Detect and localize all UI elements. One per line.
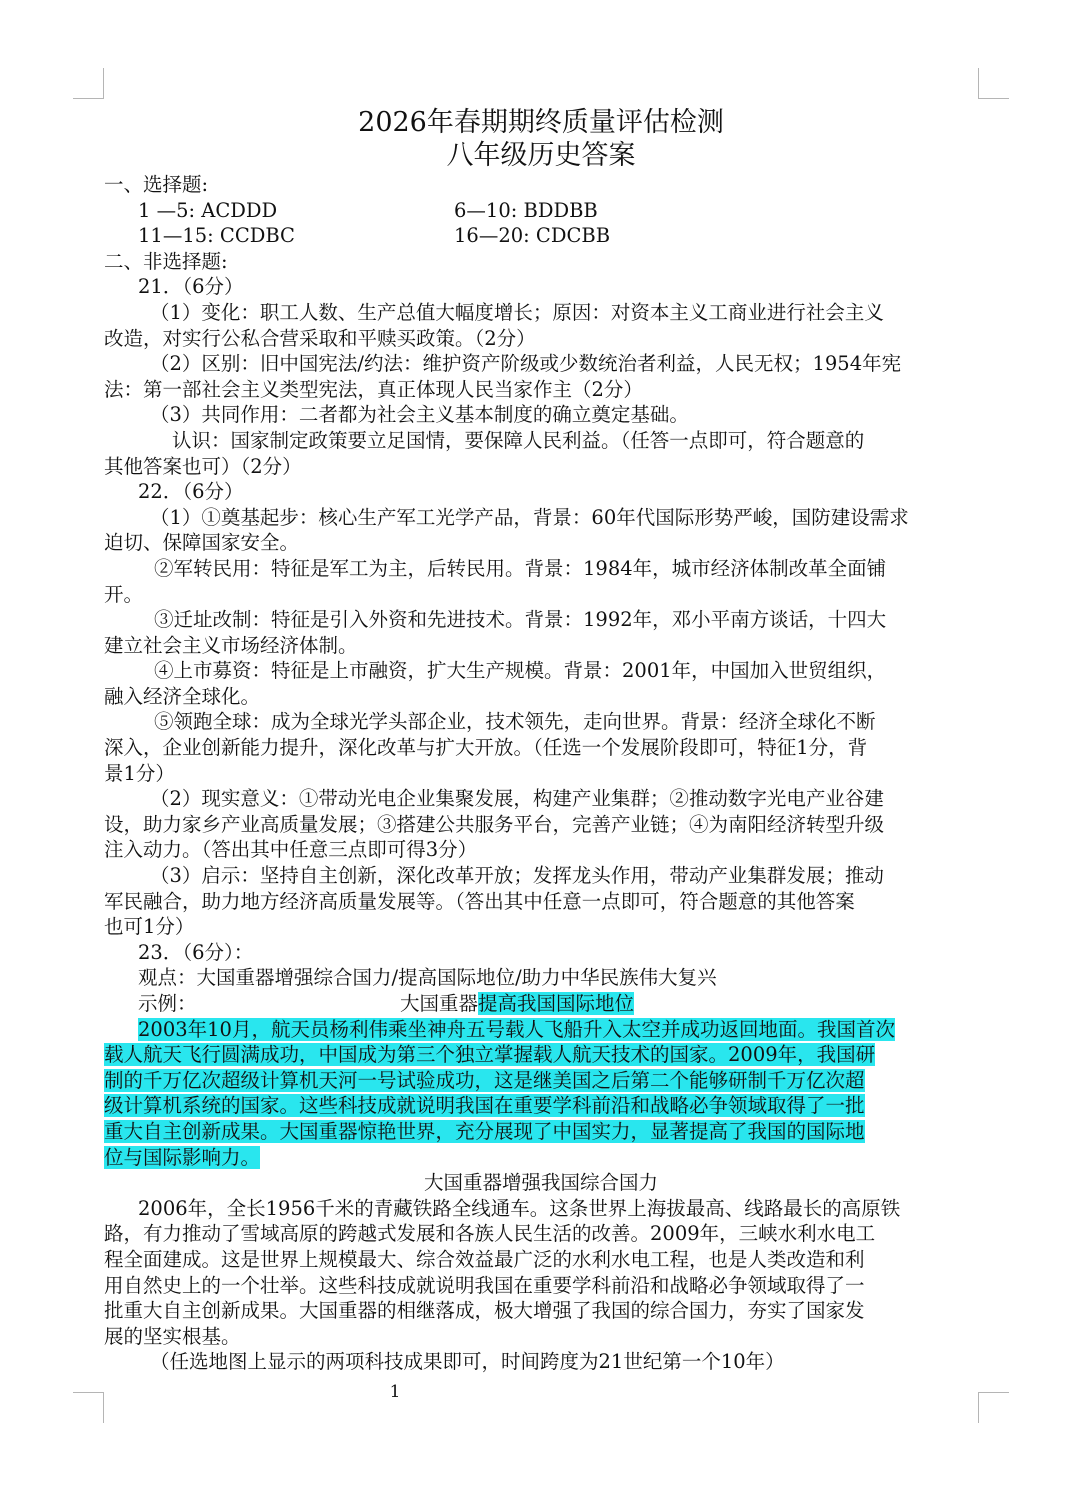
q22-text: （2）现实意义：①带动光电企业集聚发展，构建产业集群；②推动数字光电产业谷建 <box>150 787 884 811</box>
q23-text: 程全面建成。这是世界上规模最大、综合效益最广泛的水利水电工程，也是人类改造和利 <box>104 1247 865 1271</box>
q22-text: 深入，企业创新能力提升，深化改革与扩大开放。（任选一个发展阶段即可，特征1分，背 <box>104 736 868 760</box>
q21-text: 认识：国家制定政策要立足国情，要保障人民利益。（任答一点即可，符合题意的 <box>172 428 865 452</box>
choice-answer: 6—10: BDDBB <box>454 198 598 222</box>
q22-text: 设，助力家乡产业高质量发展；③搭建公共服务平台，完善产业链；④为南阳经济转型升级 <box>104 812 885 836</box>
section-nonchoice-heading: 二、非选择题: <box>104 249 228 273</box>
q23-text: 用自然史上的一个壮举。这些科技成就说明我国在重要学科前沿和战略必争领域取得了一 <box>104 1273 865 1297</box>
q22-text: 开。 <box>104 582 144 606</box>
q23-heading: 23．（6分）： <box>138 940 254 964</box>
highlighted-text: 级计算机系统的国家。这些科技成就说明我国在重要学科前沿和战略必争领域取得了一批 <box>104 1094 865 1118</box>
q22-text: （3）启示：坚持自主创新，深化改革开放；发挥龙头作用，带动产业集群发展；推动 <box>150 864 884 888</box>
doc-body <box>104 172 978 1375</box>
q22-text: 也可1分） <box>104 915 195 939</box>
q21-text: （2）区别：旧中国宪法/约法：维护资产阶级或少数统治者利益，人民无权；1954年宪 <box>150 352 902 376</box>
q22-text: 迫切、保障国家安全。 <box>104 531 300 555</box>
q23-text: 2006年，全长1956千米的青藏铁路全线通车。这条世界上海拔最高、线路最长的高原铁 <box>138 1196 901 1220</box>
choice-answer: 1 —5: ACDDD <box>138 198 278 222</box>
q21-text: （3）共同作用：二者都为社会主义基本制度的确立奠定基础。 <box>150 403 689 427</box>
crop-mark-bottom-right <box>978 1392 1009 1423</box>
q21-heading: 21．（6分） <box>138 275 244 299</box>
q21-text: （1）变化：职工人数、生产总值大幅度增长；原因：对资本主义工商业进行社会主义 <box>150 300 884 324</box>
q21-text: 其他答案也可）（2分） <box>104 454 302 478</box>
q22-text: 景1分） <box>104 761 175 785</box>
q22-text: 军民融合，助力地方经济高质量发展等。（答出其中任意一点即可，符合题意的其他答案 <box>104 889 855 913</box>
q23-text: 路，有力推动了雪域高原的跨越式发展和各族人民生活的改善。2009年，三峡水利水电工 <box>104 1222 876 1246</box>
q22-text: ③迁址改制：特征是引入外资和先进技术。背景：1992年，邓小平南方谈话，十四大 <box>154 608 887 632</box>
highlighted-text: 2003年10月，航天员杨利伟乘坐神舟五号载人飞船升入太空并成功返回地面。我国首次 <box>138 1017 895 1041</box>
q23-note: （任选地图上显示的两项科技成果即可，时间跨度为21世纪第一个10年） <box>150 1350 785 1374</box>
q21-text: 改造，对实行公私合营采取和平赎买政策。（2分） <box>104 326 536 350</box>
q23-example-label: 示例： <box>138 992 197 1015</box>
q22-text: 注入动力。（答出其中任意三点即可得3分） <box>104 838 478 862</box>
q22-text: ②军转民用：特征是军工为主，后转民用。背景：1984年，城市经济体制改革全面铺 <box>154 556 887 580</box>
crop-mark-top-left <box>73 68 104 99</box>
q23-text: 批重大自主创新成果。大国重器的相继落成，极大增强了我国的综合国力，夯实了国家发 <box>104 1299 865 1323</box>
doc-title: 2026年春期期终质量评估检测 <box>358 107 724 138</box>
crop-mark-top-right <box>978 68 1009 99</box>
q22-text: （1）①奠基起步：核心生产军工光学产品，背景：60年代国际形势严峻，国防建设需求 <box>150 505 909 529</box>
q23-example-title-highlight: 提高我国国际地位 <box>478 992 635 1015</box>
document-page <box>104 106 978 1375</box>
highlighted-text: 位与国际影响力。 <box>104 1145 261 1169</box>
highlighted-text: 制的千万亿次超级计算机天河一号试验成功，这是继美国之后第二个能够研制千万亿次超 <box>104 1068 865 1092</box>
highlighted-text: 重大自主创新成果。大国重器惊艳世界，充分展现了中国实力，显著提高了我国的国际地 <box>104 1119 865 1143</box>
q23-example-title-a: 大国重器 <box>400 992 479 1015</box>
highlighted-paragraph <box>104 1017 978 1171</box>
section-choice-heading: 一、选择题: <box>104 173 209 196</box>
choice-answer: 16—20: CDCBB <box>454 224 611 248</box>
q23-example-line <box>104 991 978 1017</box>
page-number: 1 <box>389 1382 401 1402</box>
q23-example-title-2: 大国重器增强我国综合国力 <box>423 1171 658 1195</box>
crop-mark-bottom-left <box>73 1392 104 1423</box>
q22-text: 融入经济全球化。 <box>104 684 261 708</box>
q22-text: 建立社会主义市场经济体制。 <box>104 633 358 657</box>
highlighted-text: 载人航天飞行圆满成功，中国成为第三个独立掌握载人航天技术的国家。2009年，我国研 <box>104 1043 876 1067</box>
q22-text: ④上市募资：特征是上市融资，扩大生产规模。背景：2001年，中国加入世贸组织， <box>154 659 887 683</box>
q21-text: 法：第一部社会主义类型宪法，真正体现人民当家作主（2分） <box>104 377 643 401</box>
q22-text: ⑤领跑全球：成为全球光学头部企业，技术领先，走向世界。背景：经济全球化不断 <box>154 710 876 734</box>
choice-row <box>104 223 978 249</box>
q23-viewpoint: 观点：大国重器增强综合国力/提高国际地位/助力中华民族伟大复兴 <box>138 966 717 990</box>
q23-text: 展的坚实根基。 <box>104 1324 241 1348</box>
doc-subtitle: 八年级历史答案 <box>446 140 636 171</box>
choice-row <box>104 198 978 224</box>
choice-answer: 11—15: CCDBC <box>138 224 295 248</box>
q22-heading: 22．（6分） <box>138 480 244 504</box>
